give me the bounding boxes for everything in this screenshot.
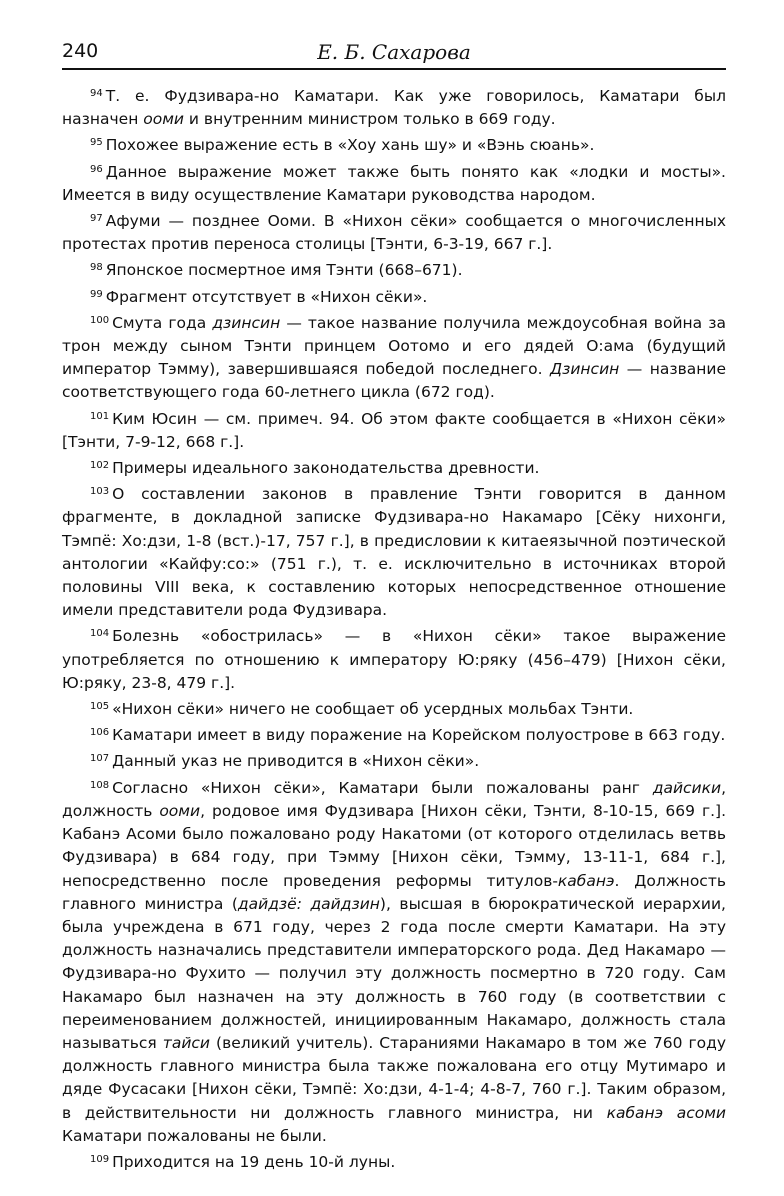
note-109 <box>62 1148 726 1174</box>
note-108 <box>62 774 726 1148</box>
note-number: 94 <box>90 88 103 99</box>
note-text: Болезнь «обострилась» — в «Нихон сёки» такое выражение употребляется по отношению к императору Ю:ряку (456–479) [Нихон сёки, Ю:ряку, 23-8, 479 г.]. <box>62 627 726 692</box>
note-number: 108 <box>90 779 110 791</box>
note-number: 97 <box>90 213 103 225</box>
note-number: 99 <box>90 288 103 300</box>
note-text: (великий учитель). Стараниями Накамаро в том же 760 году должность главного министра была также пожалована его отцу Мутимаро и дяде Фусасаки [Нихон сёки, Тэмпё: Хо:дзи, 4-1-4; 4-8-7, 760 г.]. Таким образом, в действительности ни должность главного министра, ни <box>62 1033 726 1122</box>
note-94 <box>62 82 726 131</box>
note-text-italic: тайси <box>162 1033 210 1052</box>
note-text-italic: кабанэ <box>557 871 615 890</box>
note-text-italic: кабанэ асоми <box>606 1103 726 1122</box>
running-title: Е. Б. Сахарова <box>317 40 471 64</box>
note-number: 101 <box>90 410 110 422</box>
note-text: Данный указ не приводится в «Нихон сёки». <box>112 752 480 771</box>
note-number: 105 <box>90 701 110 713</box>
note-text: — такое название получила междоусобная война за трон между сыном Тэнти принцем Оотомо и его дядей О:ама (будущий император Тэмму), завершившаяся победой последнего. <box>62 313 726 379</box>
note-number: 102 <box>90 460 110 472</box>
note-text-italic: Дзинсин <box>550 360 620 379</box>
note-text: Фрагмент отсутствует в «Нихон сёки». <box>105 287 428 306</box>
note-text: Данное выражение может также быть понято как «лодки и мосты». Имеется в виду осуществление Каматари руководства народом. <box>62 162 726 204</box>
note-103 <box>62 480 726 622</box>
note-106 <box>62 721 726 747</box>
note-text: Приходится на 19 день 10-й луны. <box>112 1152 396 1171</box>
note-text: Похожее выражение есть в «Хоу хань шу» и «Вэнь сюань». <box>105 136 595 155</box>
note-text: . Должность главного министра ( <box>62 871 726 913</box>
note-text-italic: дайдзё: дайдзин <box>237 894 380 913</box>
note-number: 107 <box>90 753 110 765</box>
note-number: 100 <box>90 314 110 326</box>
note-98 <box>62 256 726 282</box>
note-95 <box>62 131 726 157</box>
note-text-italic: ооми <box>159 801 201 820</box>
note-text: Согласно «Нихон сёки», Каматари были пожалованы ранг <box>112 778 653 797</box>
note-99 <box>62 283 726 309</box>
note-text: Японское посмертное имя Тэнти (668–671). <box>105 261 463 280</box>
note-text: — название соответствующего года 60-летнего цикла (672 год). <box>62 360 726 402</box>
note-text: , родовое имя Фудзивара [Нихон сёки, Тэнти, 8-10-15, 669 г.]. Кабанэ Асоми было пожаловано роду Накатоми (от которого отделилась ветвь Фудзивара) в 684 году, при Тэмму [Нихон сёки, Тэмму, 13-11-1, 684 г.], непосредственно после проведения реформы титулов- <box>62 801 726 890</box>
running-head <box>62 38 726 70</box>
note-number: 106 <box>90 727 110 739</box>
note-number: 109 <box>90 1153 110 1165</box>
note-number: 103 <box>90 486 110 498</box>
note-text: Каматари имеет в виду поражение на Корейском полуострове в 663 году. <box>112 726 726 745</box>
note-text: Ким Юсин — см. примеч. 94. Об этом факте сообщается в «Нихон сёки» [Тэнти, 7-9-12, 668 г.]. <box>62 409 726 451</box>
note-text: «Нихон сёки» ничего не сообщает об усердных мольбах Тэнти. <box>112 700 634 719</box>
note-number: 95 <box>90 137 103 149</box>
note-text: ), высшая в бюрократической иерархии, была учреждена в 671 году, через 2 года после смерти Каматари. На эту должность назначались представители императорского рода. Дед Накамаро — Фудзивара-но Фухито — получил эту должность посмертно в 720 году. Сам Накамаро был назначен на эту должность в 760 году (в соответствии с переименованием должностей, инициированным Накамаро, должность стала называться <box>62 894 726 1052</box>
note-101 <box>62 405 726 454</box>
note-text: Т. е. Фудзивара-но Каматари. Как уже говорилось, Каматари был назначен <box>62 87 726 129</box>
note-number: 98 <box>90 262 103 274</box>
note-102 <box>62 454 726 480</box>
note-105 <box>62 695 726 721</box>
note-text: , должность <box>62 778 726 820</box>
note-text-italic: ооми <box>143 110 184 129</box>
note-text: Каматари пожалованы не были. <box>62 1126 327 1145</box>
note-104 <box>62 622 726 695</box>
note-number: 104 <box>90 628 110 640</box>
note-text: Афуми — позднее Ооми. В «Нихон сёки» сообщается о многочисленных протестах против переноса столицы [Тэнти, 6-3-19, 667 г.]. <box>62 212 726 254</box>
note-text: Примеры идеального законодательства древности. <box>112 459 540 478</box>
note-97 <box>62 207 726 256</box>
page-number: 240 <box>62 40 99 62</box>
note-text: Смута года <box>112 313 213 332</box>
note-text-italic: дзинсин <box>212 313 281 332</box>
note-96 <box>62 158 726 207</box>
endnotes <box>62 82 726 1174</box>
note-text: О составлении законов в правление Тэнти говорится в данном фрагменте, в докладной записке Фудзивара-но Накамаро [Сёку нихонги, Тэмпё: Хо:дзи, 1-8 (вст.)-17, 757 г.], в предисловии к китаеязычной поэтической антологии «Кайфу:со:» (751 г.), т. е. исключительно в источниках второй половины VIII века, к составлению которых непосредственное отношение имели представители рода Фудзивара. <box>62 485 726 620</box>
note-100 <box>62 309 726 405</box>
note-text-italic: дайсики <box>652 778 722 797</box>
note-107 <box>62 747 726 773</box>
note-number: 96 <box>90 163 103 175</box>
note-text: и внутренним министром только в 669 году. <box>184 110 556 129</box>
